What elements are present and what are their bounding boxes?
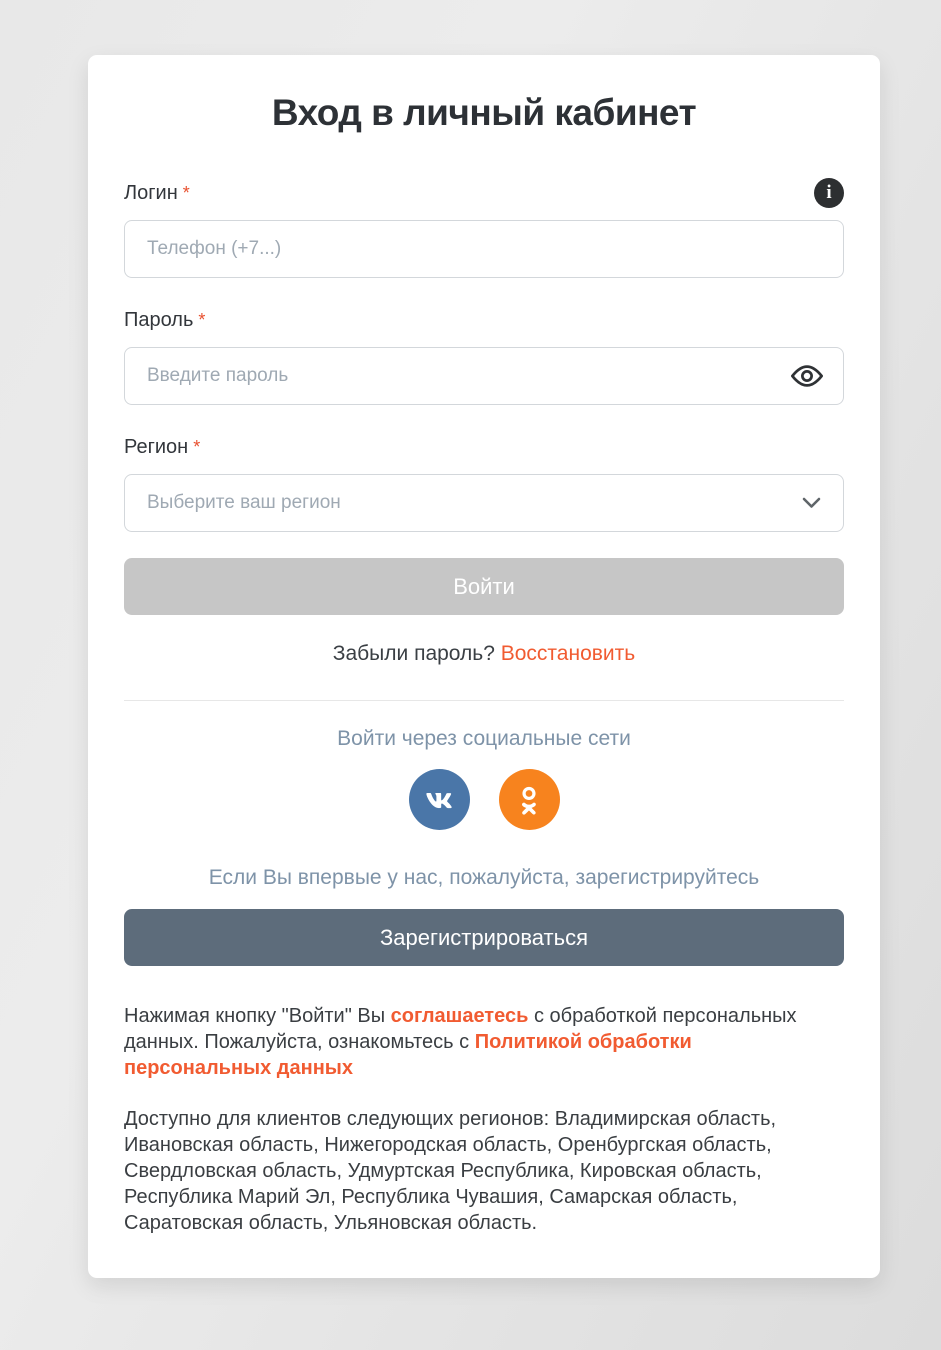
info-icon[interactable]: i — [814, 178, 844, 208]
divider — [124, 700, 844, 701]
password-input[interactable] — [124, 347, 844, 405]
social-login-title: Войти через социальные сети — [337, 727, 631, 750]
odnoklassniki-icon — [514, 785, 544, 815]
consent-link[interactable]: соглашаетесь — [390, 1005, 529, 1027]
region-field-group — [124, 432, 844, 532]
forgot-password-row — [124, 642, 844, 666]
login-field-group — [124, 178, 844, 278]
region-label: Регион — [124, 435, 189, 458]
eye-icon — [790, 365, 824, 388]
legal-text-part2: с обработкой персональных данных. Пожалуйста, ознакомьтесь с — [124, 1005, 797, 1053]
register-button[interactable]: Зарегистрироваться — [124, 909, 844, 966]
region-required-mark: * — [193, 436, 201, 457]
register-hint-text: Если Вы впервые у нас, пожалуйста, зарегистрируйтесь — [208, 866, 760, 889]
login-input[interactable] — [124, 220, 844, 278]
vk-icon — [420, 781, 458, 819]
social-icons-row — [124, 769, 844, 830]
legal-text — [124, 1003, 844, 1081]
password-required-mark: * — [198, 309, 206, 330]
odnoklassniki-login-button[interactable] — [499, 769, 560, 830]
chevron-down-icon — [802, 497, 821, 509]
regions-note: Доступно для клиентов следующих регионов: Владимирская область, Ивановская область, Нижегородская область, Оренбургская область, Свердловская область, Удмуртская Республика, Кировская область, Республика Марий Эл, Республика Чувашия, Самарская область, Саратовская область, Ульяновская область. — [124, 1108, 777, 1234]
restore-password-link[interactable]: Восстановить — [500, 642, 636, 665]
region-select-placeholder: Выберите ваш регион — [147, 492, 341, 513]
toggle-password-visibility-button[interactable] — [790, 365, 824, 388]
region-select[interactable] — [124, 474, 844, 532]
vk-login-button[interactable] — [409, 769, 470, 830]
login-required-mark: * — [182, 182, 190, 203]
forgot-password-text: Забыли пароль? — [332, 642, 495, 665]
privacy-policy-link[interactable]: Политикой обработки персональных данных — [124, 1031, 692, 1079]
login-card — [88, 55, 880, 1278]
password-field-group — [124, 305, 844, 405]
login-button[interactable]: Войти — [124, 558, 844, 615]
password-label: Пароль — [124, 308, 194, 331]
login-label: Логин — [124, 181, 178, 204]
page-title: Вход в личный кабинет — [271, 92, 697, 133]
legal-text-part1: Нажимая кнопку "Войти" Вы — [124, 1005, 391, 1027]
